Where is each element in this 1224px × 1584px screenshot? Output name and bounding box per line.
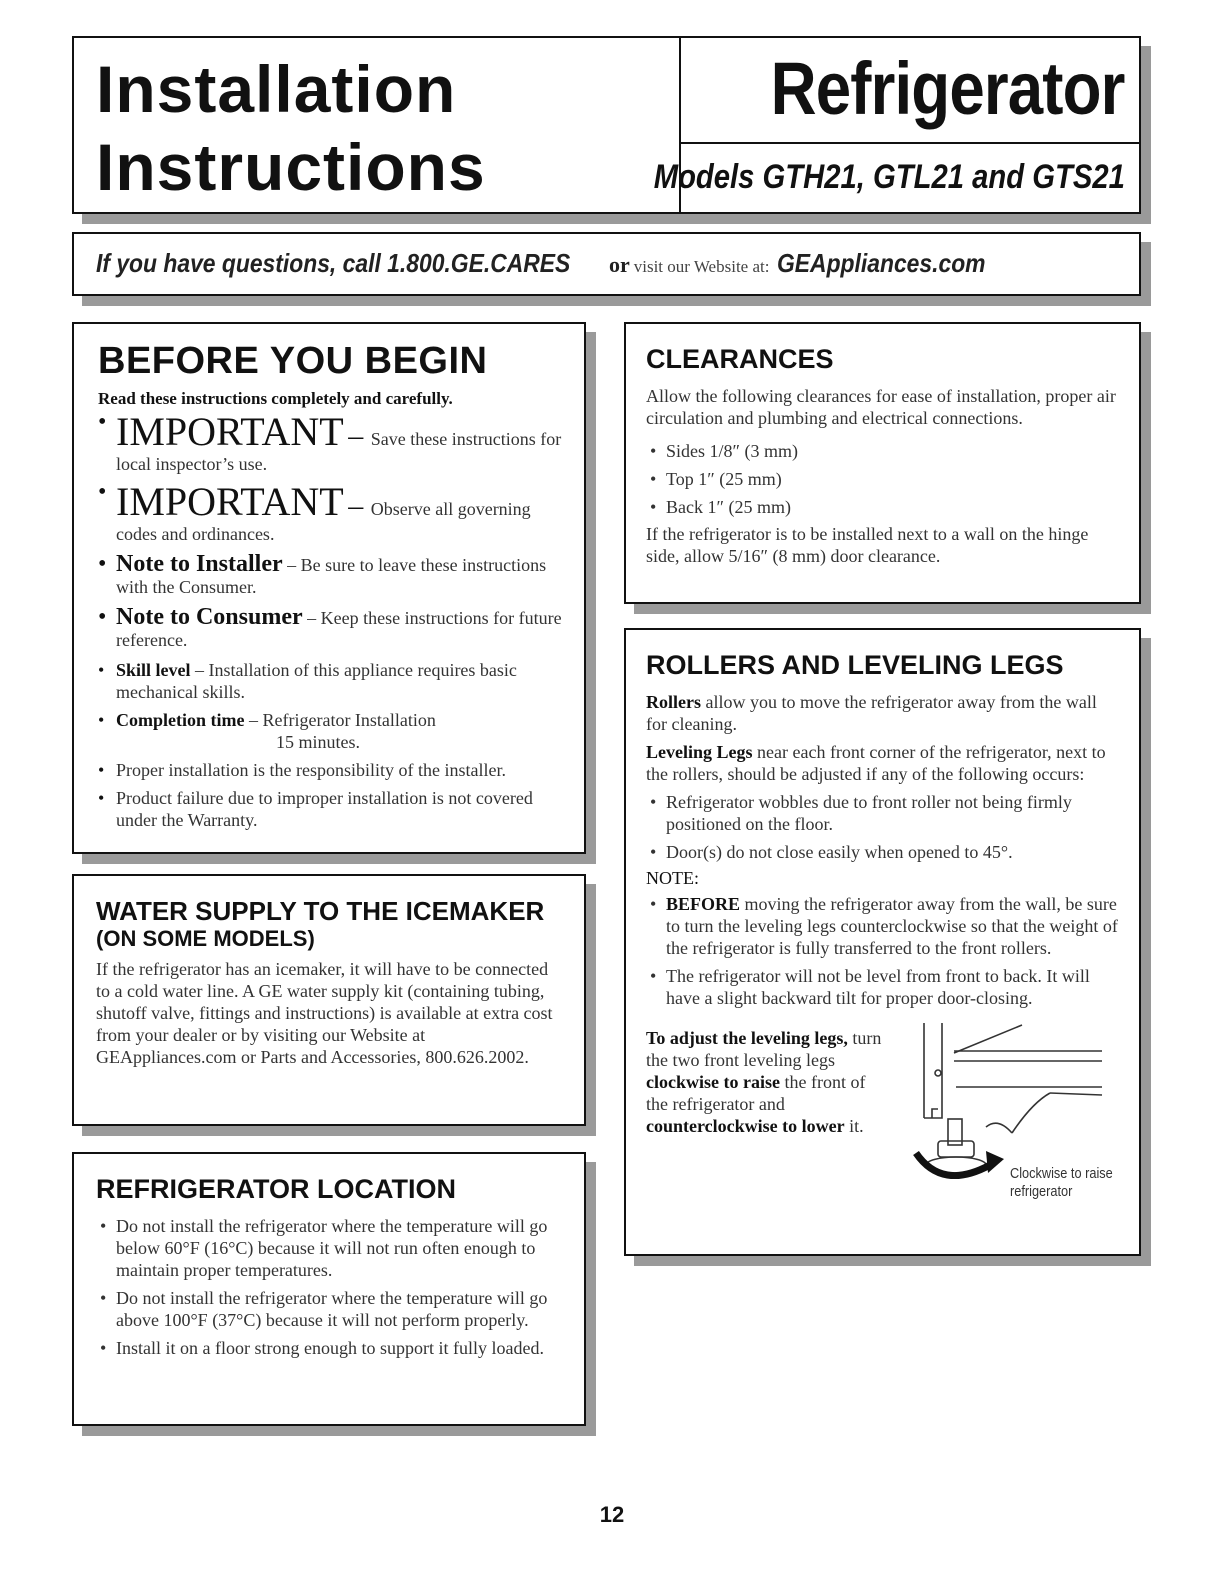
adjust-bold: counterclockwise to lower [646, 1116, 845, 1136]
installer-label: Note to Installer [116, 551, 283, 577]
contact-or: or [608, 252, 630, 277]
clockwise-arrow-icon [986, 1151, 1004, 1173]
section-title: REFRIGERATOR LOCATION [96, 1174, 456, 1204]
legs-label: Leveling Legs [646, 742, 753, 762]
adjust-text: it. [849, 1116, 864, 1136]
list-item: • Install it on a floor strong enough to support it fully loaded. [96, 1337, 566, 1359]
important-item: • IMPORTANT – Save these instructions for local inspector’s use. [98, 409, 562, 474]
list-item: • Do not install the refrigerator where the temperature will go above 100°F (37°C) because it will not perform properly. [96, 1287, 566, 1331]
list-item [646, 893, 1121, 959]
section-title: ROLLERS AND LEVELING LEGS [646, 650, 1064, 680]
warranty-item [98, 787, 564, 831]
page-number: 12 [599, 1502, 625, 1527]
adjust-label: To adjust the leveling legs, [646, 1028, 848, 1048]
skill-level: • Skill level – Installation of this appliance requires basic mechanical skills. [98, 660, 517, 702]
rollers-label: Rollers [646, 692, 701, 712]
water-text: If the refrigerator has an icemaker, it will have to be connected to a cold water line. A GE water supply kit (containing tubing, shutoff valve, fittings and instructions) is available at extra cost from your dealer or by visiting our Website at GEAppliances.com or Parts and Accessories, 800.626.2002. [96, 959, 553, 1067]
important-text: Observe all governing codes and ordinances. [116, 499, 531, 544]
caption-line: refrigerator [1010, 1183, 1073, 1200]
rollers-paragraph [646, 691, 1121, 735]
clearance-list [646, 437, 1121, 521]
consumer-note: • Note to Consumer – Keep these instructions for future reference. [98, 604, 562, 650]
clearances-intro: Allow the following clearances for ease of installation, proper air circulation and plumbing and electrical connections. [646, 386, 1116, 428]
title-line-2: Instructions [96, 130, 486, 204]
time-text: Refrigerator Installation [262, 710, 436, 730]
list-item: • Do not install the refrigerator where the temperature will go below 60°F (16°C) because it will not run often enough to maintain proper temperatures. [96, 1215, 566, 1281]
hinge-clearance: If the refrigerator is to be installed next to a wall on the hinge side, allow 5/16″ (8 mm) door clearance. [646, 524, 1089, 566]
website-link[interactable]: GEAppliances.com [777, 248, 986, 278]
bullet: • [98, 409, 107, 435]
rollers-section [624, 628, 1141, 1256]
section-title: BEFORE YOU BEGIN [98, 340, 488, 382]
divider [681, 142, 1139, 144]
before-text: moving the refrigerator away from the wall, be sure to turn the leveling legs counterclockwise so that the weight of the refrigerator is fully transferred to the front rollers. [666, 894, 1118, 958]
location-list [96, 1215, 566, 1359]
illustration-caption [1010, 1165, 1113, 1201]
time-label: Completion time [116, 710, 245, 730]
page-header [72, 36, 1141, 214]
before-label: BEFORE [666, 894, 741, 914]
time-value: 15 minutes. [276, 732, 360, 752]
note-list [646, 893, 1121, 1009]
bullet: • [98, 604, 107, 630]
title-line-1: Installation [96, 52, 457, 126]
contact-bar [72, 232, 1141, 296]
legs-text: near each front corner of the refrigerator, next to the rollers, should be adjusted if any of the following occurs: [646, 742, 1106, 784]
installer-note: • Note to Installer – Be sure to leave these instructions with the Consumer. [98, 551, 547, 597]
section-subtitle: (ON SOME MODELS) [96, 926, 315, 951]
adjust-text: turn the two front leveling legs [646, 1028, 882, 1070]
installer-text: Be sure to leave these instructions with the Consumer. [116, 555, 547, 597]
important-text: Save these instructions for local inspector’s use. [116, 429, 562, 474]
legs-conditions [646, 791, 1121, 863]
responsibility-item [98, 759, 564, 781]
section-title: CLEARANCES [646, 344, 834, 374]
consumer-label: Note to Consumer [116, 604, 303, 630]
adjust-instructions [646, 1027, 886, 1137]
clearances-section [624, 322, 1141, 604]
important-item: • IMPORTANT – Observe all governing codes and ordinances. [98, 479, 531, 544]
important-label: IMPORTANT [116, 409, 344, 454]
completion-time: • Completion time – Refrigerator Installation 15 minutes. [98, 709, 564, 753]
list-item: • Refrigerator wobbles due to front roller not being firmly positioned on the floor. [646, 791, 1121, 835]
adjust-text: the front of the refrigerator and [646, 1072, 866, 1114]
caption-line: Clockwise to raise [1010, 1165, 1113, 1182]
responsibility-text: Proper installation is the responsibility of the installer. [116, 760, 506, 780]
list-item: • Door(s) do not close easily when opened to 45°. [646, 841, 1121, 863]
before-you-begin-section [72, 322, 586, 854]
skill-label: Skill level [116, 660, 191, 680]
models-line: Models GTH21, GTL21 and GTS21 [653, 158, 1125, 196]
bullet: • [98, 479, 107, 505]
section-title: WATER SUPPLY TO THE ICEMAKER [96, 896, 545, 926]
list-item: • Sides 1/8″ (3 mm) [646, 437, 1121, 465]
consumer-text: Keep these instructions for future reference. [116, 608, 562, 650]
list-item: • The refrigerator will not be level from front to back. It will have a slight backward tilt for proper door-closing. [646, 965, 1121, 1009]
bullet: • [98, 660, 105, 680]
contact-question: If you have questions, call 1.800.GE.CARES [96, 248, 571, 278]
rollers-text: allow you to move the refrigerator away from the wall for cleaning. [646, 692, 1097, 734]
skill-text: Installation of this appliance requires basic mechanical skills. [116, 660, 517, 702]
important-label: IMPORTANT [116, 479, 344, 524]
product-title: Refrigerator [771, 47, 1125, 130]
location-section [72, 1152, 586, 1426]
product-panel [653, 38, 1139, 212]
legs-paragraph [646, 741, 1121, 785]
list-item: • Top 1″ (25 mm) [646, 465, 1121, 493]
bullet: • [98, 788, 105, 808]
adjust-bold: clockwise to raise [646, 1072, 780, 1092]
document-title [74, 38, 681, 212]
bullet: • [98, 551, 107, 577]
warranty-text: Product failure due to improper installation is not covered under the Warranty. [116, 788, 533, 830]
bullet: • [98, 760, 105, 780]
note-label: NOTE: [646, 868, 699, 888]
list-item: • Back 1″ (25 mm) [646, 493, 1121, 521]
intro-text: Read these instructions completely and carefully. [98, 389, 453, 408]
water-supply-section [72, 874, 586, 1126]
bullet: • [98, 710, 105, 730]
contact-visit: visit our Website at: [633, 257, 770, 276]
adjust-block [646, 1027, 1121, 1217]
